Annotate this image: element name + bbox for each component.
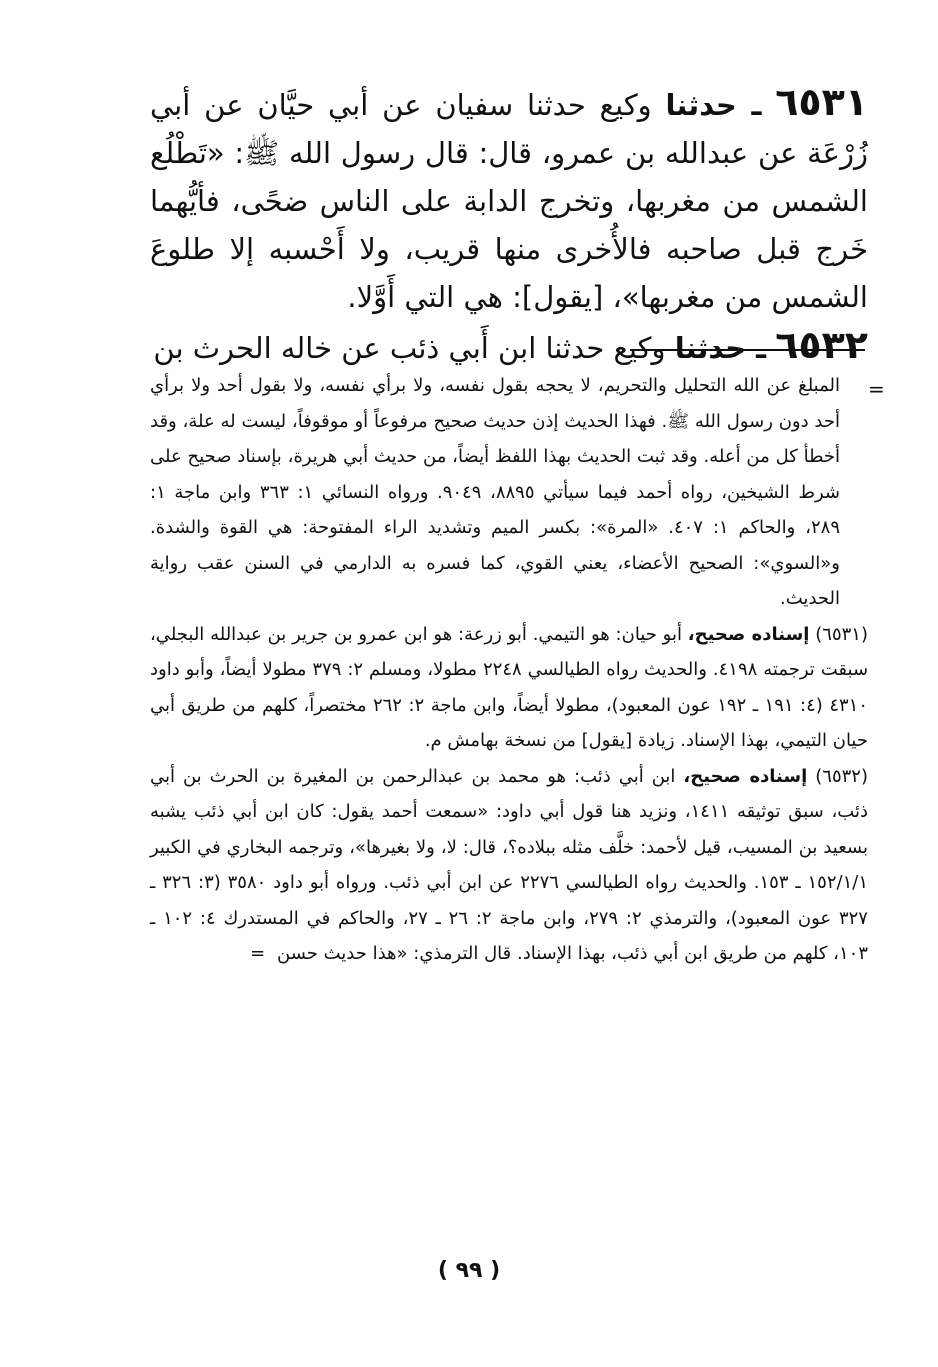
hadith-lead-word: ـ حدثنا <box>665 88 762 122</box>
footnote-6532 <box>150 759 868 972</box>
footnote-6531 <box>150 617 868 759</box>
footnote-text: أبو حيان: هو التيمي. أبو زرعة: هو ابن عمرو بن جرير بن عبدالله البجلي، سبقت ترجمته ٤١٩٨. والحديث رواه الطيالسي ٢٢٤٨ مطولا، ومسلم ٢: ٣٧٩ مطولا أيضاً، وأبو داود ٤٣١٠ (٤: ١٩١ ـ ١٩٢ عون المعبود)، مطولا أيضاً، وابن ماجة ٢: ٢٦٢ مختصراً، كلهم من طريق أبي حيان التيمي، بهذا الإسناد. زيادة [يقول] من نسخة بهامش م. <box>150 623 869 751</box>
hadith-body: وكيع حدثنا ابن أَبي ذئب عن خاله الحرث بن <box>153 331 666 365</box>
footnote-continued: المبلغ عن الله التحليل والتحريم، لا يحجه بقول نفسه، ولا برأي نفسه، ولا بقول أحد ولا برأي أحد دون رسول الله ﷺ. فهذا الحديث إذن حديث صحيح مرفوعاً أو موقوفاً، ليست له علة، وقد أخطأ كل من أعله. وقد ثبت الحديث بهذا اللفظ أيضاً، من حديث أبي هريرة، بإسناد صحيح على شرط الشيخين، رواه أحمد فيما سيأتي ٨٨٩٥، ٩٠٤٩. ورواه النسائي ١: ٣٦٣ وابن ماجة ١: ٢٨٩، والحاكم ١: ٤٠٧. «المرة»: بكسر الميم وتشديد الراء المفتوحة: هي القوة والشدة. و«السوي»: الصحيح الأعضاء، يعني القوي، كما فسره به الدارمي في السنن عقب رواية الحديث. <box>150 375 841 609</box>
footnote-number: (٦٥٣١) <box>815 623 868 645</box>
main-hadith-text <box>150 78 868 372</box>
continuation-mark: = <box>250 943 266 964</box>
hadith-number: ٦٥٣٢ <box>775 323 868 367</box>
hadith-body: وكيع حدثنا سفيان عن أبي حيَّان عن أبي زُرْعَة عن عبدالله بن عمرو، قال: قال رسول الله ﷺ: «تَطْلُع الشمس من مغربها، وتخرج الدابة على الناس ضحًى، فأيُّهما خَرج قبل صاحبه فالأُخرى منها قريب، ولا أَحْسبه إلا طلوعَ الشمس من مغربها»، [يقول]: هي التي أَوَّلا. <box>150 88 868 314</box>
footnotes-section <box>150 368 868 972</box>
footnote-separator <box>630 349 865 351</box>
hadith-6532 <box>150 321 868 372</box>
footnote-number: (٦٥٣٢) <box>815 765 868 787</box>
footnote-label: إسناده صحيح، <box>683 765 808 787</box>
page-number: ( ٩٩ ) <box>437 1258 501 1283</box>
hadith-6531 <box>150 78 868 321</box>
hadith-lead-word: ـ حدثنا <box>674 331 766 365</box>
continuation-mark: = <box>868 377 885 401</box>
footnote-text: ابن أبي ذئب: هو محمد بن عبدالرحمن بن المغيرة بن الحرث بن أبي ذئب، سبق توثيقه ١٤١١، ونزيد هنا قول أبي داود: «سمعت أحمد يقول: كان ابن أبي ذئب يشبه بسعيد بن المسيب، قيل لأحمد: خلَّف مثله ببلاده؟، قال: لا، ولا بغيرها»، وترجمه البخاري في الكبير ١٥٢/١/١ ـ ١٥٣. والحديث رواه الطيالسي ٢٢٧٦ عن ابن أبي ذئب. ورواه أبو داود ٣٥٨٠ (٣: ٣٢٦ ـ ٣٢٧ عون المعبود)، والترمذي ٢: ٢٧٩، وابن ماجة ٢: ٢٦ ـ ٢٧، والحاكم في المستدرك ٤: ١٠٢ ـ ١٠٣، كلهم من طريق ابن أبي ذئب، بهذا الإسناد. قال الترمذي: «هذا حديث حسن <box>150 765 868 964</box>
hadith-number: ٦٥٣١ <box>775 80 869 124</box>
footnote-label: إسناده صحيح، <box>687 623 810 645</box>
